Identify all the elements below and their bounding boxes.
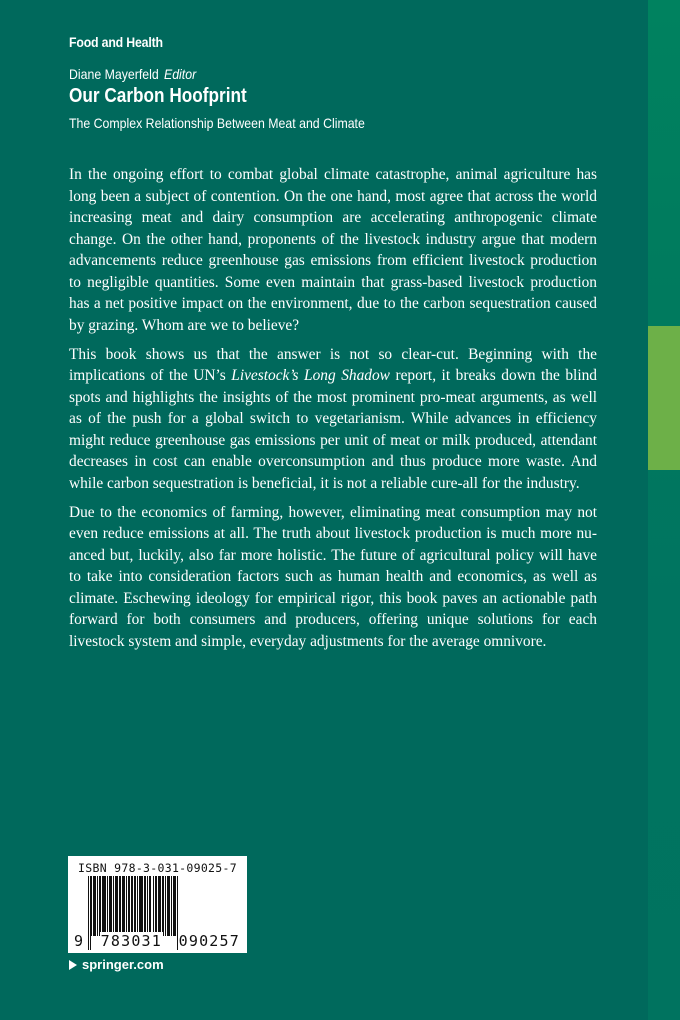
blurb-text: report, it breaks down the blind spots and highlights the insights of the most prominent pro-meat arguments, as well as of the push for a global switch to vegetarianism. While advances in efficiency might reduce greenhouse gas emissions per unit of meat or milk produced, attendant decreases in cost can enable overconsumption and thus produce more waste. And while carbon sequestration is beneficial, it is not a reliable cure-all for the industry.	[69, 367, 597, 492]
barcode-digits	[74, 932, 241, 950]
editor-role: Editor	[163, 66, 197, 82]
isbn-barcode	[68, 856, 247, 953]
blurb-text: This book shows us that the answer is not so clear-cut. Beginning with the implications of the UN’s	[69, 345, 597, 384]
publisher-link[interactable]	[69, 957, 164, 972]
blurb-paragraph-1: In the ongoing effort to combat global climate catastrophe, animal agriculture has long been a subject of contention. On the one hand, most agree that across the world increasing meat and dairy consumption are accelerating anthropogenic climate change. On the other hand, proponents of the livestock industry argue that modern advancements reduce greenhouse gas emissions from efficient livestock production to negligible quantities. Some even maintain that grass-based livestock production has a net positive impact on the environment, due to the carbon sequestration caused by grazing. Whom are we to believe?	[69, 166, 597, 334]
barcode-lead-digit: 9	[74, 932, 84, 950]
blurb-paragraph-3: Due to the economics of farming, however, eliminating meat consumption may not even reduce emissions at all. The truth about livestock production is much more nuanced but, luckily, also far more holistic. The future of agricultural policy will have to take into consideration factors such as human health and economics, as well as climate. Eschewing ideology for empirical rigor, this book paves an actionable path forward for both consumers and producers, offering unique solutions for each livestock system and simple, everyday adjustments for the average omnivore.	[69, 503, 597, 650]
series-name: Food and Health	[69, 34, 163, 50]
spine-strip	[648, 0, 680, 1020]
report-title: Livestock’s Long Shadow	[231, 367, 390, 384]
isbn-label: ISBN 978-3-031-09025-7	[78, 861, 237, 875]
book-title: Our Carbon Hoofprint	[69, 85, 247, 107]
book-subtitle: The Complex Relationship Between Meat and Climate	[69, 115, 365, 131]
publisher-link-label: springer.com	[82, 957, 164, 972]
barcode-right-group: 090257	[178, 932, 240, 950]
editor-line	[69, 66, 196, 82]
barcode-left-group: 783031	[100, 932, 163, 950]
arrow-right-icon	[69, 960, 77, 970]
blurb	[69, 164, 597, 660]
spine-accent-band	[648, 326, 680, 470]
blurb-paragraph-2	[69, 344, 597, 495]
editor-name: Diane Mayerfeld	[69, 66, 159, 82]
